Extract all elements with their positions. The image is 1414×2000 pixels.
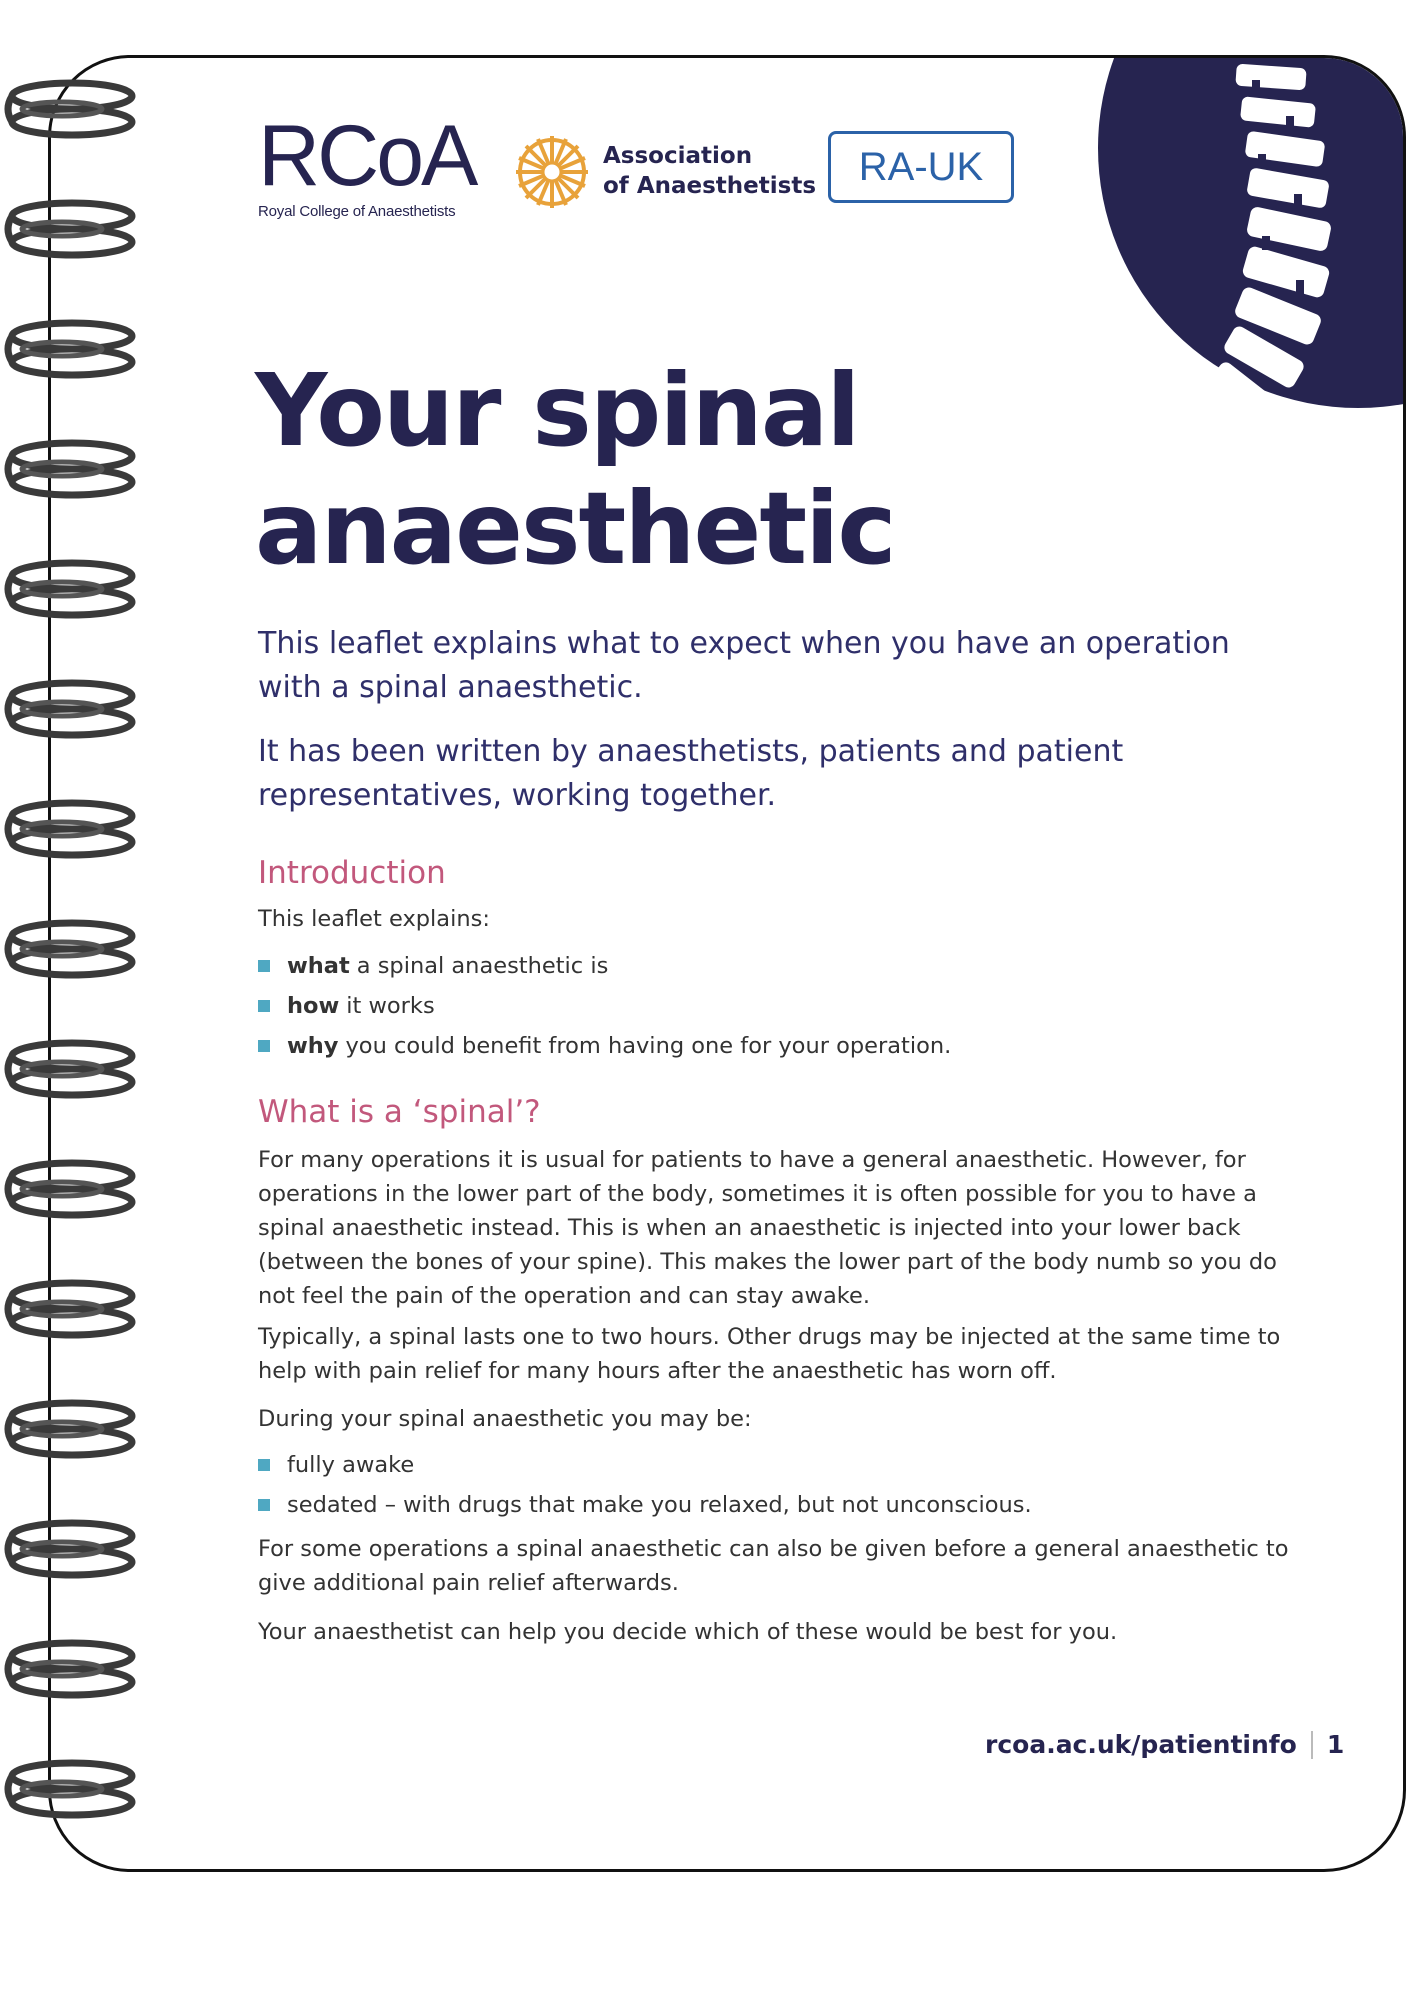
what-is-bullet-2 — [258, 1488, 1032, 1522]
what-is-paragraph-3: During your spinal anaesthetic you may be: — [258, 1406, 752, 1432]
rcoa-logo-subtitle: Royal College of Anaesthetists — [258, 203, 456, 220]
rcoa-logo-letters: RCoA — [258, 108, 476, 204]
bullet-square-icon — [258, 1499, 270, 1511]
bullet-square-icon — [258, 1000, 270, 1012]
lead-paragraph-2: It has been written by anaesthetists, patients and patient representatives, working together. — [258, 734, 1124, 813]
bullet-text: fully awake — [287, 1452, 415, 1478]
aa-logo — [511, 131, 816, 213]
aa-logo-text — [603, 142, 816, 202]
bullet-bold: why — [287, 1033, 339, 1059]
introduction-bullet-3 — [258, 1029, 951, 1063]
bullet-square-icon — [258, 1040, 270, 1052]
page-footer — [985, 1730, 1344, 1759]
bullet-text: you could benefit from having one for your operation. — [345, 1033, 952, 1059]
what-is-paragraph-4: For some operations a spinal anaesthetic can also be given before a general anaesthetic to give additional pain relief afterwards. — [258, 1536, 1289, 1596]
page-title-line2: anaesthetic — [255, 470, 895, 587]
introduction-heading: Introduction — [258, 855, 446, 891]
bullet-square-icon — [258, 960, 270, 972]
bullet-text: a spinal anaesthetic is — [356, 953, 609, 979]
aa-logo-line1: Association — [603, 143, 753, 170]
bullet-square-icon — [258, 1459, 270, 1471]
rauk-logo: RA-UK — [828, 131, 1014, 203]
what-is-bullet-1 — [258, 1448, 414, 1482]
aa-logo-line2: of Anaesthetists — [603, 173, 817, 199]
bullet-bold: how — [287, 993, 340, 1019]
what-is-heading: What is a ‘spinal’? — [258, 1094, 541, 1130]
footer-divider — [1311, 1731, 1313, 1759]
bullet-text: sedated – with drugs that make you relaxed, but not unconscious. — [287, 1492, 1032, 1518]
what-is-paragraph-5: Your anaesthetist can help you decide which of these would be best for you. — [258, 1619, 1118, 1645]
page-number: 1 — [1326, 1730, 1345, 1759]
page-title-line1: Your spinal — [255, 352, 859, 469]
rcoa-logo — [258, 108, 476, 220]
what-is-paragraph-2: Typically, a spinal lasts one to two hours. Other drugs may be injected at the same time to help with pain relief for many hours after the anaesthetic has worn off. — [258, 1324, 1281, 1384]
aa-star-icon — [511, 131, 593, 213]
lead-paragraph-1: This leaflet explains what to expect when you have an operation with a spinal anaesthetic. — [258, 626, 1230, 705]
spine-icon — [1186, 58, 1386, 438]
footer-url-link[interactable]: rcoa.ac.uk/patientinfo — [985, 1730, 1297, 1759]
what-is-paragraph-1: For many operations it is usual for patients to have a general anaesthetic. However, for operations in the lower part of the body, sometimes it is often possible for you to have a spinal anaesthetic instead. This is when an anaesthetic is injected into your lower back (between the bones of your spine). This makes the lower part of the body numb so you do not feel the pain of the operation and can stay awake. — [258, 1147, 1277, 1309]
bullet-text: it works — [346, 993, 435, 1019]
bullet-bold: what — [287, 953, 350, 979]
spiral-binding — [0, 0, 160, 1880]
introduction-bullet-1 — [258, 949, 608, 983]
page-title — [255, 352, 895, 588]
introduction-text: This leaflet explains: — [258, 906, 490, 932]
introduction-bullet-2 — [258, 989, 435, 1023]
